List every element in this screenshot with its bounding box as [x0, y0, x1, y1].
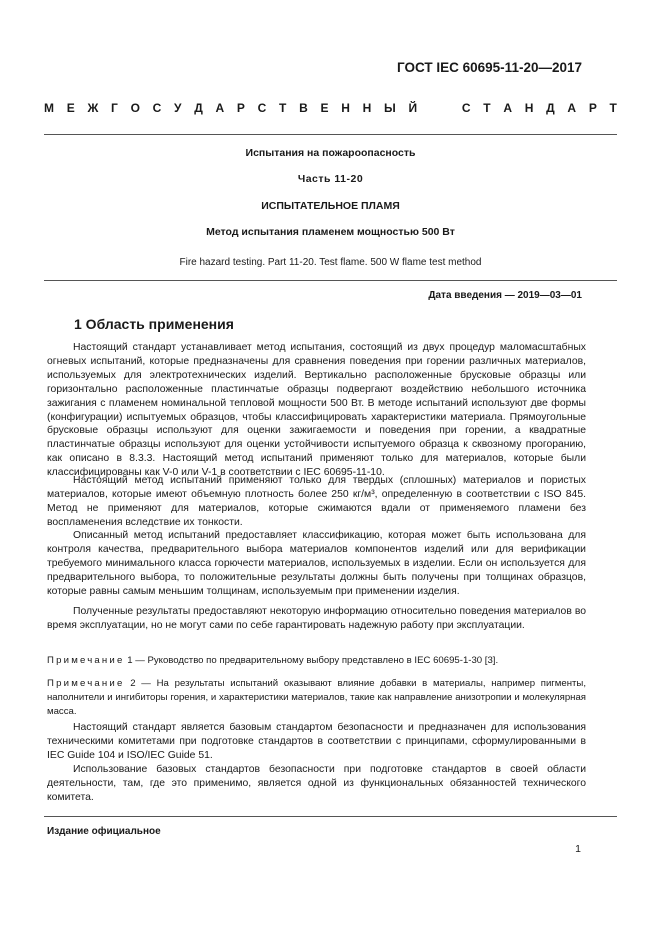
note-text: 2 — На результаты испытаний оказывают влияние добавки в материалы, например пигменты, наполнители и ингибиторы горения, и характеристики материалов, такие как направление анизотропии и молекулярная масса.: [47, 678, 586, 717]
heading-letter: Г: [111, 101, 118, 115]
english-title: Fire hazard testing. Part 11-20. Test flame. 500 W flame test method: [179, 257, 482, 268]
paragraph: Использование базовых стандартов безопасности при подготовке стандартов в своей области деятельности, там, где это применимо, является одной из функциональных обязанностей технического комитета.: [47, 764, 586, 803]
heading-letter: В: [299, 101, 308, 115]
footer-rule: [44, 816, 617, 817]
edition-label: Издание официальное: [47, 826, 161, 837]
heading-letter: С: [257, 101, 267, 115]
paragraph: Описанный метод испытаний предоставляет классификацию, которая может быть использована для контроля качества, предварительного выбора материалов компонентов изделий или для верификации требуемого минимального класса горючести материалов, используемых в изделии. Если он используется для предварительного выбора, то положительные результаты должны быть получены при толщинах образцов, которые равны самым меньшим толщинам, используемым при применении изделия.: [47, 530, 586, 597]
note-label: Примечание: [47, 678, 125, 689]
note-label: Примечание: [47, 655, 125, 666]
document-part: Часть 11-20: [297, 173, 364, 185]
standard-type-heading: [44, 101, 617, 115]
heading-letter: А: [567, 101, 577, 115]
heading-letter: С: [152, 101, 162, 115]
heading-letter: Н: [341, 101, 350, 115]
heading-letter: М: [44, 101, 54, 115]
note: [47, 654, 586, 668]
heading-letter: Н: [524, 101, 534, 115]
heading-letter: Т: [609, 101, 617, 115]
heading-gap: [430, 101, 433, 115]
paragraph: Полученные результаты предоставляют некоторую информацию относительно поведения материалов во время эксплуатации, но не могут сами по себе гарантировать надежную работу при эксплуатации.: [47, 606, 586, 631]
section-title: 1 Область применения: [74, 316, 234, 332]
heading-letter: Т: [279, 101, 287, 115]
heading-letter: А: [215, 101, 225, 115]
document-subtitle: ИСПЫТАТЕЛЬНОЕ ПЛАМЯ: [261, 200, 400, 212]
document-method: Метод испытания пламенем мощностью 500 Вт: [206, 226, 455, 238]
document-title: Испытания на пожароопасность: [245, 147, 416, 159]
title-rule: [44, 280, 617, 281]
page-number: 1: [575, 843, 581, 855]
heading-letter: С: [461, 101, 471, 115]
heading-letter: Р: [588, 101, 597, 115]
heading-letter: Ж: [87, 101, 99, 115]
heading-letter: Т: [483, 101, 491, 115]
heading-letter: Е: [66, 101, 75, 115]
heading-letter: Й: [408, 101, 418, 115]
heading-letter: А: [503, 101, 513, 115]
heading-gap: [446, 101, 449, 115]
gost-code: ГОСТ IEC 60695-11-20—2017: [397, 60, 582, 75]
heading-letter: Ы: [383, 101, 396, 115]
header-rule: [44, 134, 617, 135]
paragraph: Настоящий стандарт устанавливает метод испытания, состоящий из двух процедур маломасштабных огневых испытаний, которые предназначены для сравнения поведения при горении различных материалов, используемых для электротехнических изделий. Вертикально расположенные брусковые образцы или горизонтально расположенные пластинчатые образцы подвергают воздействию небольшого источника зажигания с пламенем номинальной тепловой мощности 500 Вт. В методе испытаний используют две формы (конфигурации) испытуемых образцов, чтобы классифицировать характеристики материала. Прямоугольные брусковые образцы используют для оценки зажигаемости и поведения при горении, а квадратные пластинчатые образцы используют для оценки устойчивости испытуемого образца к сквозному прогоранию, как описано в 8.3.3. Настоящий метод испытаний применяют только для материалов, которые были классифицированы как V-0 или V-1 в соответствии с IEC 60695-11-10.: [47, 342, 586, 479]
paragraph: Настоящий стандарт является базовым стандартом безопасности и предназначен для использования техническими комитетами при подготовке стандартов в соответствии с принципами, сформулированными в IEC Guide 104 и ISO/IEC Guide 51.: [47, 722, 586, 761]
heading-letter: О: [130, 101, 140, 115]
heading-letter: Д: [194, 101, 203, 115]
heading-letter: Р: [236, 101, 245, 115]
intro-date: Дата введения — 2019—03—01: [428, 290, 582, 301]
paragraph: Настоящий метод испытаний применяют только для твердых (сплошных) материалов и пористых материалов, которые имеют объемную плотность более 250 кг/м³, определенную в соответствии с ISO 845. Метод не применяют для материалов, которые сжимаются вдали от применяемого пламени без воспламенения вследствие их тонкости.: [47, 475, 586, 528]
heading-letter: Н: [362, 101, 372, 115]
note: [47, 677, 586, 719]
heading-letter: Е: [320, 101, 329, 115]
heading-letter: У: [174, 101, 182, 115]
heading-letter: Д: [546, 101, 555, 115]
note-text: 1 — Руководство по предварительному выбору представлено в IEC 60695-1-30 [3].: [124, 655, 499, 666]
